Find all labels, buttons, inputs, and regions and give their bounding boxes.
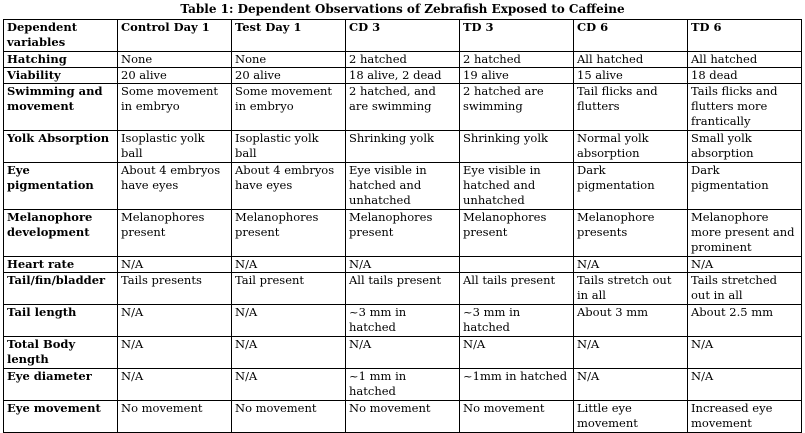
table-cell: 15 alive bbox=[574, 68, 688, 84]
table-row bbox=[4, 369, 802, 401]
header-row bbox=[4, 20, 802, 52]
table-cell: Tails stretched out in all bbox=[688, 273, 802, 305]
row-label: Swimming and movement bbox=[4, 84, 118, 131]
table-row bbox=[4, 210, 802, 257]
observations-table bbox=[3, 19, 802, 433]
row-label: Yolk Absorption bbox=[4, 131, 118, 163]
table-cell: 18 alive, 2 dead bbox=[346, 68, 460, 84]
table-row bbox=[4, 401, 802, 433]
row-label: Melanophore development bbox=[4, 210, 118, 257]
table-cell: N/A bbox=[232, 337, 346, 369]
table-cell: N/A bbox=[460, 337, 574, 369]
table-cell: N/A bbox=[574, 257, 688, 273]
header-cell: TD 6 bbox=[688, 20, 802, 52]
table-cell: N/A bbox=[574, 369, 688, 401]
table-cell: Eye visible in hatched and unhatched bbox=[346, 163, 460, 210]
table-row bbox=[4, 131, 802, 163]
table-cell: N/A bbox=[118, 337, 232, 369]
table-cell: No movement bbox=[346, 401, 460, 433]
table-cell: All tails present bbox=[460, 273, 574, 305]
header-cell: Control Day 1 bbox=[118, 20, 232, 52]
table-cell: N/A bbox=[232, 369, 346, 401]
table-cell: Shrinking yolk bbox=[346, 131, 460, 163]
row-label: Tail length bbox=[4, 305, 118, 337]
table-cell: ~1 mm in hatched bbox=[346, 369, 460, 401]
table-cell: N/A bbox=[688, 369, 802, 401]
header-cell: Test Day 1 bbox=[232, 20, 346, 52]
table-cell: Melanophores present bbox=[232, 210, 346, 257]
table-cell: N/A bbox=[118, 369, 232, 401]
table-cell: Some movement in embryo bbox=[232, 84, 346, 131]
table-row bbox=[4, 337, 802, 369]
table-cell: Some movement in embryo bbox=[118, 84, 232, 131]
table-cell: No movement bbox=[118, 401, 232, 433]
table-cell: No movement bbox=[460, 401, 574, 433]
table-row bbox=[4, 52, 802, 68]
table-cell: 2 hatched bbox=[346, 52, 460, 68]
table-row bbox=[4, 273, 802, 305]
header-cell: TD 3 bbox=[460, 20, 574, 52]
table-cell: Little eye movement bbox=[574, 401, 688, 433]
table-cell: 19 alive bbox=[460, 68, 574, 84]
table-cell: ~3 mm in hatched bbox=[346, 305, 460, 337]
table-cell: N/A bbox=[118, 305, 232, 337]
table-cell: N/A bbox=[232, 305, 346, 337]
table-cell: Isoplastic yolk ball bbox=[232, 131, 346, 163]
table-cell: Tail present bbox=[232, 273, 346, 305]
table-row bbox=[4, 305, 802, 337]
table-cell: No movement bbox=[232, 401, 346, 433]
table-cell: 2 hatched bbox=[460, 52, 574, 68]
table-row bbox=[4, 257, 802, 273]
table-cell: N/A bbox=[688, 257, 802, 273]
table-cell: Dark pigmentation bbox=[574, 163, 688, 210]
table-cell: Melanophore presents bbox=[574, 210, 688, 257]
table-caption: Table 1: Dependent Observations of Zebrafish Exposed to Caffeine bbox=[180, 2, 625, 16]
table-cell: Small yolk absorption bbox=[688, 131, 802, 163]
table-cell: 2 hatched, and are swimming bbox=[346, 84, 460, 131]
table-cell: About 4 embryos have eyes bbox=[232, 163, 346, 210]
header-cell: Dependent variables bbox=[4, 20, 118, 52]
header-cell: CD 6 bbox=[574, 20, 688, 52]
table-row bbox=[4, 84, 802, 131]
table-cell: ~1mm in hatched bbox=[460, 369, 574, 401]
table-cell: Increased eye movement bbox=[688, 401, 802, 433]
table-row bbox=[4, 68, 802, 84]
table-cell: About 2.5 mm bbox=[688, 305, 802, 337]
row-label: Tail/fin/bladder bbox=[4, 273, 118, 305]
table-cell: 18 dead bbox=[688, 68, 802, 84]
table-cell: None bbox=[232, 52, 346, 68]
table-cell: 2 hatched are swimming bbox=[460, 84, 574, 131]
table-cell: Tails presents bbox=[118, 273, 232, 305]
table-cell: About 3 mm bbox=[574, 305, 688, 337]
table-cell: None bbox=[118, 52, 232, 68]
table-cell: Isoplastic yolk ball bbox=[118, 131, 232, 163]
table-cell: Melanophores present bbox=[118, 210, 232, 257]
table-cell: Melanophore more present and prominent bbox=[688, 210, 802, 257]
row-label: Heart rate bbox=[4, 257, 118, 273]
table-cell bbox=[460, 257, 574, 273]
table-cell: Tail flicks and flutters bbox=[574, 84, 688, 131]
table-cell: N/A bbox=[346, 337, 460, 369]
table-body bbox=[4, 52, 802, 433]
header-cell: CD 3 bbox=[346, 20, 460, 52]
table-cell: Melanophores present bbox=[346, 210, 460, 257]
table-cell: N/A bbox=[346, 257, 460, 273]
table-row bbox=[4, 163, 802, 210]
table-cell: Tails stretch out in all bbox=[574, 273, 688, 305]
table-cell: Shrinking yolk bbox=[460, 131, 574, 163]
row-label: Eye movement bbox=[4, 401, 118, 433]
table-cell: 20 alive bbox=[232, 68, 346, 84]
table-cell: 20 alive bbox=[118, 68, 232, 84]
table-cell: Normal yolk absorption bbox=[574, 131, 688, 163]
table-cell: Tails flicks and flutters more frantically bbox=[688, 84, 802, 131]
table-cell: All tails present bbox=[346, 273, 460, 305]
row-label: Viability bbox=[4, 68, 118, 84]
table-cell: N/A bbox=[688, 337, 802, 369]
table-cell: Eye visible in hatched and unhatched bbox=[460, 163, 574, 210]
row-label: Eye diameter bbox=[4, 369, 118, 401]
table-cell: ~3 mm in hatched bbox=[460, 305, 574, 337]
table-cell: Dark pigmentation bbox=[688, 163, 802, 210]
table-cell: Melanophores present bbox=[460, 210, 574, 257]
row-label: Total Body length bbox=[4, 337, 118, 369]
table-cell: All hatched bbox=[688, 52, 802, 68]
table-cell: All hatched bbox=[574, 52, 688, 68]
table-cell: About 4 embryos have eyes bbox=[118, 163, 232, 210]
table-cell: N/A bbox=[232, 257, 346, 273]
row-label: Eye pigmentation bbox=[4, 163, 118, 210]
row-label: Hatching bbox=[4, 52, 118, 68]
table-cell: N/A bbox=[574, 337, 688, 369]
table-cell: N/A bbox=[118, 257, 232, 273]
